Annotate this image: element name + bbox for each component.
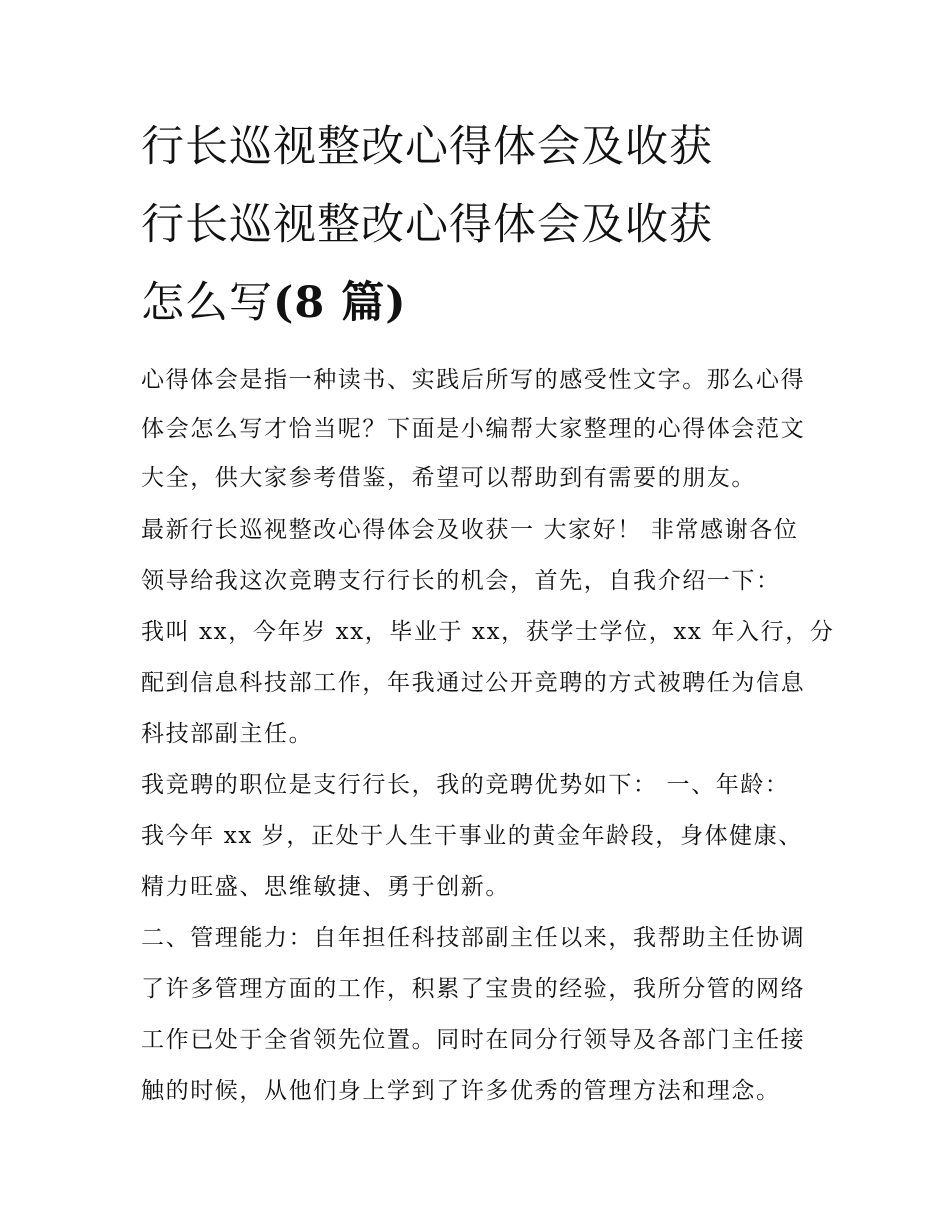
body-line-4: 最新行长巡视整改心得体会及收获一 大家好！ 非常感谢各位 — [141, 517, 799, 543]
title-line-2: 行长巡视整改心得体会及收获 — [141, 200, 713, 250]
title-line-3: 怎么写(8 篇) — [141, 278, 407, 328]
body-line-14: 工作已处于全省领先位置。同时在同分行领导及各部门主任接 — [141, 1027, 806, 1053]
body-line-2: 体会怎么写才恰当呢？下面是小编帮大家整理的心得体会范文 — [141, 416, 806, 442]
body-line-13: 了许多管理方面的工作，积累了宝贵的经验，我所分管的网络 — [141, 976, 806, 1002]
body-line-10: 我今年 xx 岁，正处于人生干事业的黄金年龄段，身体健康、 — [141, 823, 803, 849]
title-count: (8 篇) — [273, 278, 407, 328]
body-line-11: 精力旺盛、思维敏捷、勇于创新。 — [141, 874, 510, 900]
body-line-8: 科技部副主任。 — [141, 721, 314, 747]
body-line-3: 大全，供大家参考借鉴，希望可以帮助到有需要的朋友。 — [141, 465, 756, 491]
body-line-1: 心得体会是指一种读书、实践后所写的感受性文字。那么心得 — [141, 367, 806, 393]
title-line-1: 行长巡视整改心得体会及收获 — [141, 122, 713, 172]
body-line-15: 触的时候，从他们身上学到了许多优秀的管理方法和理念。 — [141, 1078, 781, 1104]
body-line-12: 二、管理能力：自年担任科技部副主任以来，我帮助主任协调 — [141, 925, 806, 951]
body-line-9: 我竞聘的职位是支行行长，我的竞聘优势如下： 一、年龄： — [141, 772, 790, 798]
body-line-6: 我叫 xx，今年岁 xx，毕业于 xx，获学士学位，xx 年入行，分 — [141, 619, 835, 645]
body-line-7: 配到信息科技部工作，年我通过公开竞聘的方式被聘任为信息 — [141, 670, 806, 696]
body-line-5: 领导给我这次竞聘支行行长的机会，首先，自我介绍一下： — [141, 568, 781, 594]
